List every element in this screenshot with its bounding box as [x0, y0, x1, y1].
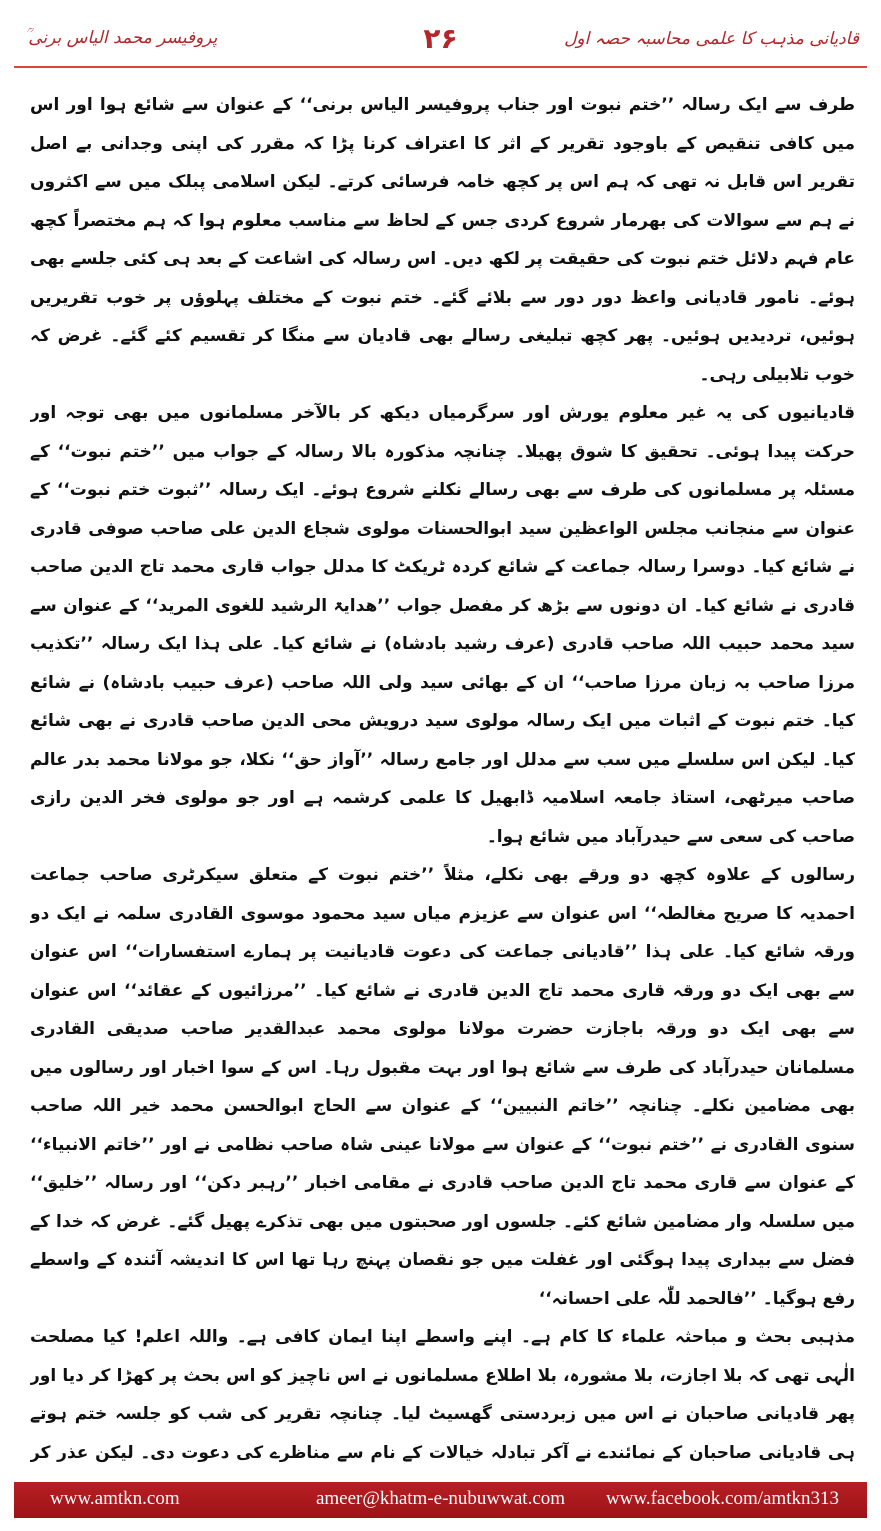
paragraph: مذہبی بحث و مباحثہ علماء کا کام ہے۔ اپنے واسطے اپنا ایمان کافی ہے۔ واللہ اعلم! کیا مصلحت الٰہی تھی کہ بلا اجازت، بلا مشورہ، بلا اطلاع مسلمانوں نے اس ناچیز کو اس بحث پر کھڑا کر دیا اور پھر قادیانی صاحبان نے اس میں زبردستی گھسیٹ لیا۔ چنانچہ تقریر کی شب کو جلسہ ختم ہوتے ہی قادیانی صاحبان کے نمائندے نے آکر تبادلہ خیالات کے نام سے مناظرے کی دعوت دی۔ لیکن عذر کر — [30, 1327, 855, 1463]
page-body — [30, 86, 855, 1466]
website-link[interactable]: www.amtkn.com — [50, 1488, 180, 1509]
author-name: پروفیسر محمد الیاس برنی ؒ — [24, 28, 218, 48]
page-footer — [14, 1482, 867, 1518]
book-title: قادیانی مذہب کا علمی محاسبہ حصہ اول — [564, 29, 859, 49]
paragraph: طرف سے ایک رسالہ ’’ختم نبوت اور جناب پروفیسر الیاس برنی‘‘ کے عنوان سے شائع ہوا اور اس میں کافی تنقیص کے باوجود تقریر کے اثر کا اعتراف کرنا پڑا کہ مقرر کی اپنی وجدانی بے اصل تقریر اس قابل نہ تھی کہ ہم اس پر کچھ خامہ فرسائی کرتے۔ لیکن اسلامی پبلک میں سے اکثروں نے ہم سے سوالات کی بھرمار شروع کردی جس کے لحاظ سے مناسب معلوم ہوا کہ ہم مختصراً کچھ عام فہم دلائل ختم نبوت کی حقیقت پر لکھ دیں۔ اس رسالہ کی اشاعت کے بعد ہی کئی جلسے بھی ہوئے۔ نامور قادیانی واعظ دور دور سے بلائے گئے۔ ختم نبوت کے مختلف پہلوؤں پر خوب تقریریں ہوئیں، تردیدیں ہوئیں۔ پھر کچھ تبلیغی رسالے بھی قادیان سے منگا کر تقسیم کئے گئے۔ غرض کہ خوب تلابیلی رہی۔ — [30, 95, 855, 385]
email-link[interactable]: ameer@khatm-e-nubuwwat.com — [315, 1488, 566, 1509]
page-header — [0, 0, 881, 80]
facebook-link[interactable]: www.facebook.com/amtkn313 — [605, 1488, 839, 1509]
page-number: ۲۶ — [423, 22, 458, 55]
paragraph: رسالوں کے علاوہ کچھ دو ورقے بھی نکلے، مثلاً ’’ختم نبوت کے متعلق سیکرٹری صاحب جماعت احمدیہ کا صریح مغالطہ‘‘ اس عنوان سے عزیزم میاں سید محمود موسوی القادری سلمہ نے ایک دو ورقہ شائع کیا۔ علی ہذا ’’قادیانی جماعت کی دعوت قادیانیت پر ہمارے استفسارات‘‘ اس عنوان سے بھی ایک دو ورقہ قاری محمد تاج الدین قادری نے شائع کیا۔ ’’مرزائیوں کے عقائد‘‘ اس عنوان سے بھی ایک دو ورقہ باجازت حضرت مولانا مولوی محمد عبدالقدیر صاحب صدیقی القادری مسلمانان حیدرآباد کی طرف سے شائع ہوا اور بہت مقبول رہا۔ اس کے سوا اخبار اور رسالوں میں بھی مضامین نکلے۔ چنانچہ ’’خاتم النبیین‘‘ کے عنوان سے الحاج ابوالحسن محمد خیر اللہ صاحب سنوی القادری نے ’’ختم نبوت‘‘ کے عنوان سے مولانا عینی شاہ صاحب نظامی نے اور ’’خاتم الانبیاء‘‘ کے عنوان سے قاری محمد تاج الدین صاحب قادری نے مقامی اخبار ’’رہبر دکن‘‘ اور رسالہ ’’خلیق‘‘ میں سلسلہ وار مضامین شائع کئے۔ جلسوں اور صحبتوں میں بھی تذکرے پھیل گئے۔ غرض کہ خدا کے فضل سے بیداری پیدا ہوگئی اور غفلت میں جو نقصان پہنچ رہا تھا اس کا اندیشہ آئندہ کے واسطے رفع ہوگیا۔ ’’فالحمد للّٰہ علی احسانہ‘‘ — [30, 865, 855, 1309]
header-divider — [14, 66, 867, 68]
paragraph: قادیانیوں کی یہ غیر معلوم یورش اور سرگرمیاں دیکھ کر بالآخر مسلمانوں میں بھی توجہ اور حرکت پیدا ہوئی۔ تحقیق کا شوق پھیلا۔ چنانچہ مذکورہ بالا رسالہ کے جواب میں ’’ختم نبوت‘‘ کے مسئلہ پر مسلمانوں کی طرف سے بھی رسالے نکلنے شروع ہوئے۔ ایک رسالہ ’’ثبوت ختم نبوت‘‘ کے عنوان سے منجانب مجلس الواعظین سید ابوالحسنات مولوی شجاع الدین علی صاحب صوفی قادری نے شائع کیا۔ دوسرا رسالہ جماعت کے شائع کردہ ٹریکٹ کا مدلل جواب قاری محمد تاج الدین صاحب قادری نے شائع کیا۔ ان دونوں سے بڑھ کر مفصل جواب ’’ھدایۃ الرشید للغوی المرید‘‘ کے عنوان سے سید محمد حبیب اللہ صاحب قادری (عرف رشید بادشاہ) نے شائع کیا۔ علی ہذا ایک رسالہ ’’تکذیب مرزا صاحب بہ زبان مرزا صاحب‘‘ ان کے بھائی سید ولی اللہ صاحب (عرف حبیب بادشاہ) نے شائع کیا۔ ختم نبوت کے اثبات میں ایک رسالہ مولوی سید درویش محی الدین صاحب قادری نے بھی شائع کیا۔ لیکن اس سلسلے میں سب سے مدلل اور جامع رسالہ ’’آواز حق‘‘ نکلا، جو مولانا محمد بدر عالم صاحب میرٹھی، استاذ جامعہ اسلامیہ ڈابھیل کا علمی کرشمہ ہے اور جو مولوی فخر الدین رازی صاحب کی سعی سے حیدرآباد میں شائع ہوا۔ — [30, 403, 855, 847]
